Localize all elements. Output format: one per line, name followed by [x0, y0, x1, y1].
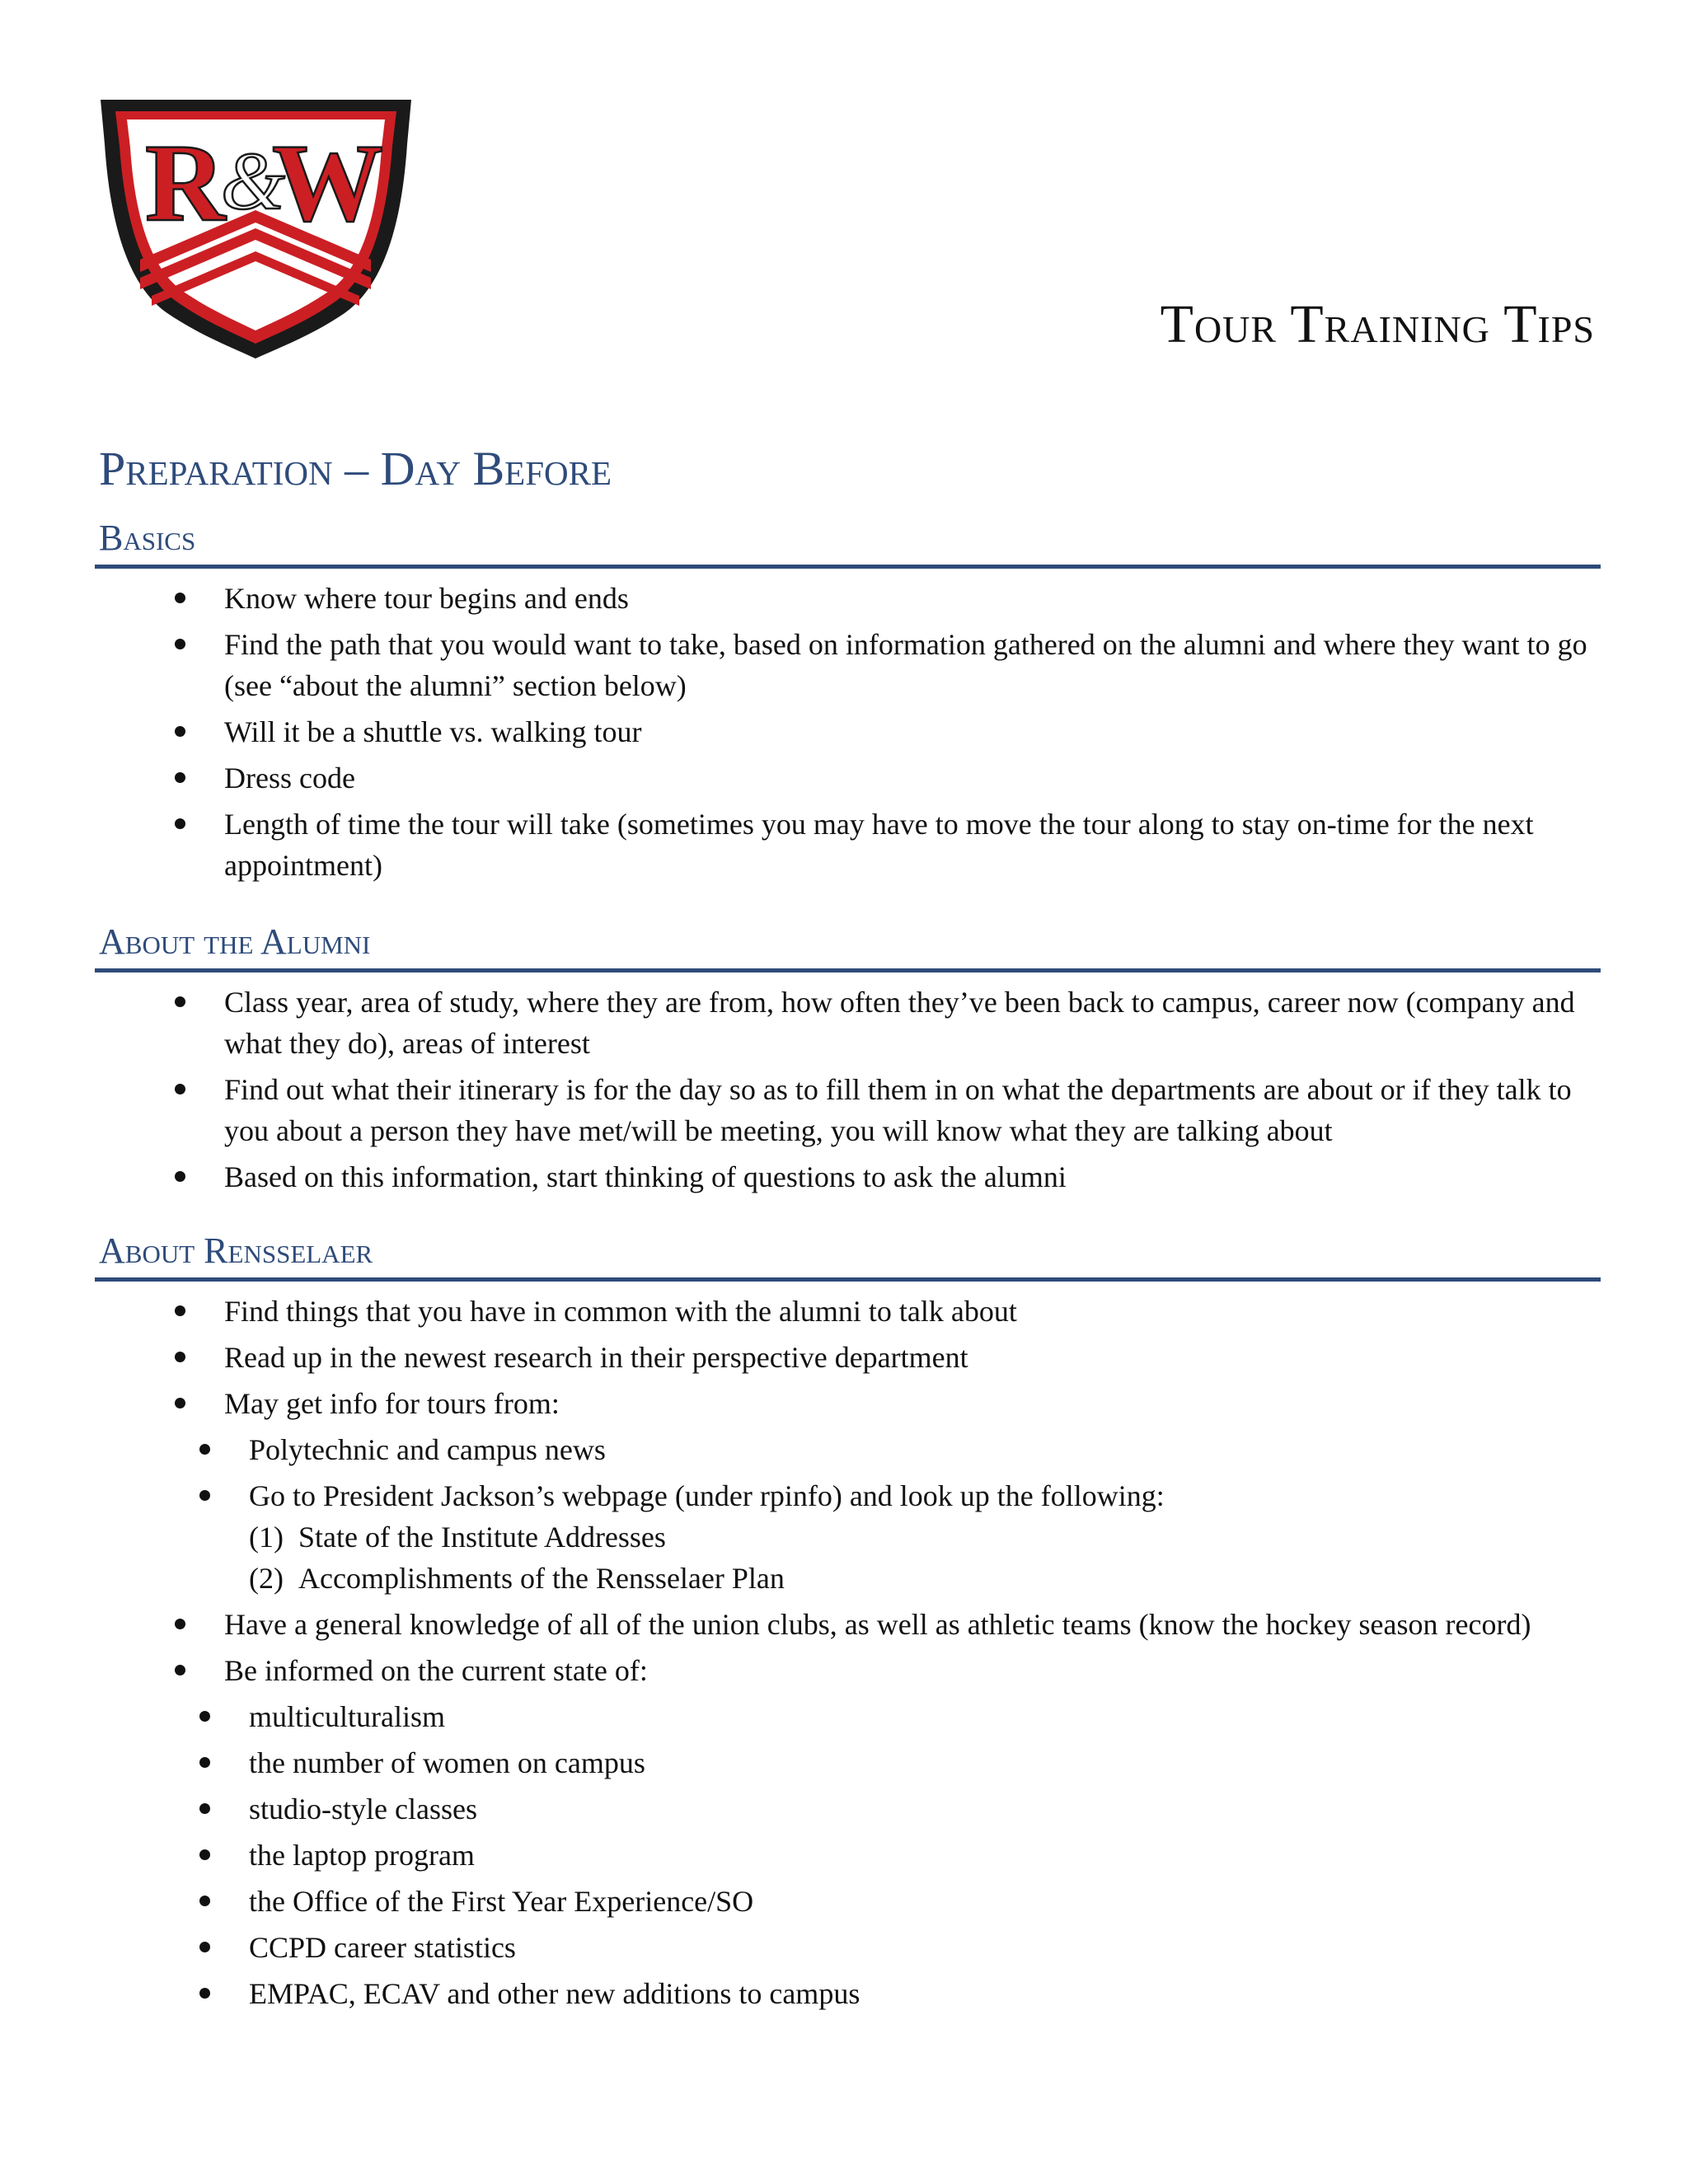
list-item: Class year, area of study, where they are from, how often they’ve been back to campus, career now (company and what they do), areas of interest — [95, 982, 1601, 1064]
basics-section — [95, 515, 1601, 886]
bullet-icon — [175, 639, 185, 649]
alumni-section — [95, 919, 1601, 1197]
list-item: Based on this information, start thinking of questions to ask the alumni — [95, 1156, 1601, 1197]
logo-letter-w: W — [272, 122, 383, 245]
rensselaer-section — [95, 1228, 1601, 2014]
bullet-icon — [199, 1896, 210, 1906]
bullet-icon — [175, 1305, 185, 1316]
list-item: (1) State of the Institute Addresses — [95, 1516, 1601, 1558]
basics-heading: Basics — [95, 515, 1601, 569]
bullet-icon — [175, 726, 185, 737]
bullet-icon — [199, 1849, 210, 1860]
list-item: studio-style classes — [95, 1788, 1601, 1830]
list-item: Polytechnic and campus news — [95, 1429, 1601, 1470]
list-item: Find the path that you would want to take, based on information gathered on the alumni and where they want to go (see “about the alumni” section below) — [95, 624, 1601, 706]
list-item: Know where tour begins and ends — [95, 578, 1601, 619]
bullet-icon — [175, 996, 185, 1007]
bullet-icon — [199, 1803, 210, 1814]
bullet-icon — [199, 1711, 210, 1722]
bullet-icon — [175, 1171, 185, 1182]
list-item: Read up in the newest research in their perspective department — [95, 1337, 1601, 1378]
bullet-icon — [199, 1444, 210, 1455]
list-item: Be informed on the current state of: — [95, 1650, 1601, 1691]
list-item: CCPD career statistics — [95, 1927, 1601, 1968]
bullet-icon — [175, 1084, 185, 1094]
list-item: Find out what their itinerary is for the day so as to fill them in on what the departments are about or if they talk to you about a person they have met/will be meeting, you will know what they are talking about — [95, 1069, 1601, 1151]
list-item: Find things that you have in common with the alumni to talk about — [95, 1291, 1601, 1332]
logo-letter-r: R — [145, 122, 226, 245]
list-item: Have a general knowledge of all of the union clubs, as well as athletic teams (know the hockey season record) — [95, 1604, 1601, 1645]
bullet-icon — [175, 1352, 185, 1362]
list-item: (2) Accomplishments of the Rensselaer Plan — [95, 1558, 1601, 1599]
basics-list — [95, 578, 1601, 886]
list-item: the number of women on campus — [95, 1742, 1601, 1783]
item-number: (2) — [249, 1562, 284, 1595]
list-item: Length of time the tour will take (sometimes you may have to move the tour along to stay on-time for the next appointment) — [95, 804, 1601, 886]
rensselaer-list — [95, 1291, 1601, 2014]
alumni-list — [95, 982, 1601, 1197]
list-item: Go to President Jackson’s webpage (under rpinfo) and look up the following: — [95, 1475, 1601, 1516]
alumni-heading: About the Alumni — [95, 919, 1601, 972]
bullet-icon — [175, 1665, 185, 1675]
rensselaer-heading: About Rensselaer — [95, 1228, 1601, 1282]
bullet-icon — [199, 1988, 210, 1999]
bullet-icon — [175, 1619, 185, 1629]
rw-shield-logo — [97, 95, 415, 363]
list-item: the laptop program — [95, 1835, 1601, 1876]
list-item: multiculturalism — [95, 1696, 1601, 1737]
bullet-icon — [175, 593, 185, 603]
item-number: (1) — [249, 1521, 284, 1554]
list-item: EMPAC, ECAV and other new additions to campus — [95, 1973, 1601, 2014]
bullet-icon — [199, 1490, 210, 1501]
document-title: Tour Training Tips — [1160, 294, 1595, 354]
bullet-icon — [175, 772, 185, 783]
bullet-icon — [175, 818, 185, 829]
list-item: Dress code — [95, 757, 1601, 799]
bullet-icon — [175, 1398, 185, 1408]
list-item: Will it be a shuttle vs. walking tour — [95, 711, 1601, 752]
section-title: Preparation – Day Before — [99, 442, 612, 495]
logo-ampersand: & — [221, 135, 285, 227]
list-item: the Office of the First Year Experience/SO — [95, 1881, 1601, 1922]
list-item: May get info for tours from: — [95, 1383, 1601, 1424]
bullet-icon — [199, 1942, 210, 1952]
bullet-icon — [199, 1757, 210, 1768]
